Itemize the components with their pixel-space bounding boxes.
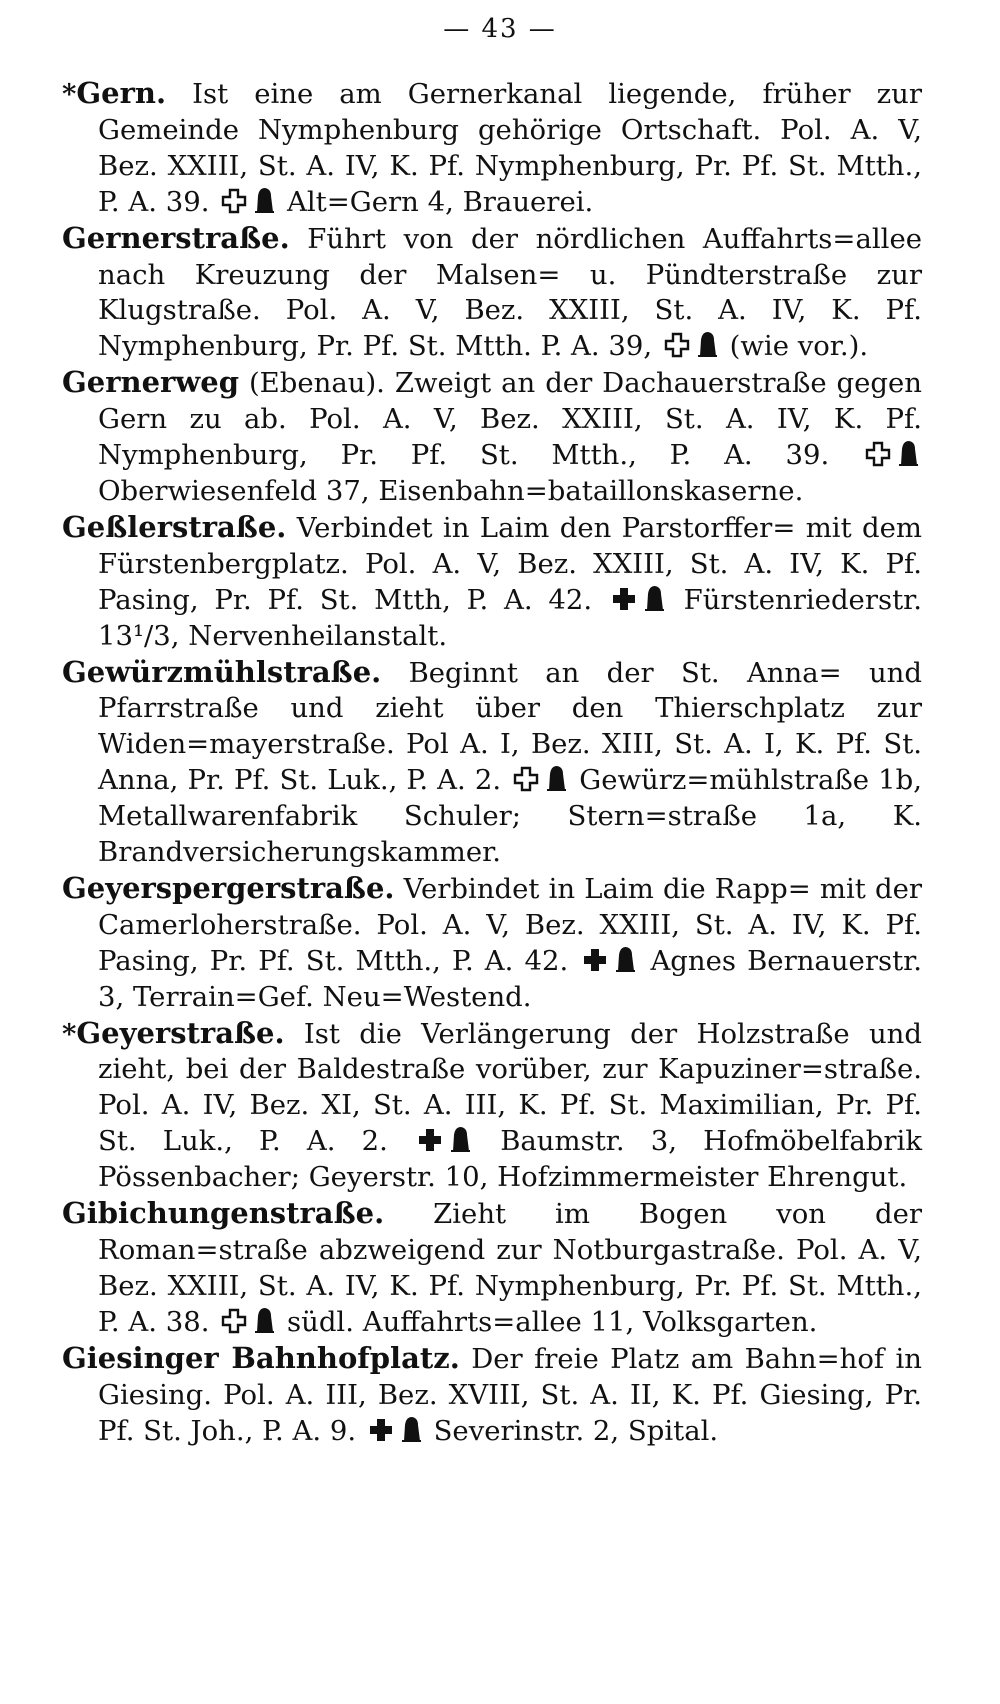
entry-location: südl. Auffahrts=allee 11, Volksgarten. (287, 1305, 818, 1338)
entry-gernerweg (62, 365, 922, 510)
filled-cross-icon (417, 1127, 443, 1153)
entry-heading: Gernerweg (62, 365, 240, 400)
entry-text: (Ebenau). Zweigt an der Dachauerstraße gegen Gern zu ab. Pol. A. V, Bez. XXIII, St. A. IV, K. Pf. Nymphenburg, Pr. Pf. St. Mtth., P. A. 39. (98, 367, 922, 472)
fire-helmet-icon (253, 1306, 275, 1334)
entry-heading: Geyerstraße. (76, 1015, 285, 1050)
entry-heading: Gern. (76, 76, 167, 110)
outlined-cross-icon (221, 1308, 247, 1334)
entry-text: Zieht im Bogen von der Roman=straße abzweigend zur Notburgastraße. Pol. A. V, Bez. XXIII, St. A. IV, K. Pf. Nymphenburg, Pr. Pf. St. Mtth., P. A. 38. (98, 1198, 922, 1338)
entry-location: Severinstr. 2, Spital. (433, 1414, 719, 1447)
entry-text: Verbindet in Laim den Parstorffer= mit dem Fürstenbergplatz. Pol. A. V, Bez. XXIII, St. A. IV, K. Pf. Pasing, Pr. Pf. St. Mtth, P. A. 42. (98, 511, 922, 616)
entry-location: Agnes Bernauerstr. 3, Terrain=Gef. Neu=Westend. (98, 944, 922, 1013)
entry-text: Führt von der nördlichen Auffahrts=allee nach Kreuzung der Malsen= u. Pündterstraße zur Klugstraße. Pol. A. V, Bez. XXIII, St. A. IV, K. Pf. Nymphenburg, Pr. Pf. St. Mtth. P. A. 39, (98, 222, 922, 363)
entry-gibichungenstrasse (62, 1196, 922, 1341)
entry-text: Ist eine am Gernerkanal liegende, früher zur Gemeinde Nymphenburg gehörige Ortschaft. Pol. A. V, Bez. XXIII, St. A. IV, K. Pf. Nymphenburg, Pr. Pf. St. Mtth., P. A. 39. (98, 78, 922, 218)
entry-gernerstrasse (62, 221, 922, 366)
fire-helmet-icon (400, 1415, 422, 1443)
entry-gewuerzmuehlstrasse (62, 655, 922, 871)
filled-cross-icon (368, 1417, 394, 1443)
entry-location: (wie vor.). (729, 330, 869, 363)
fire-helmet-icon (545, 764, 567, 792)
filled-cross-icon (582, 947, 608, 973)
outlined-cross-icon (664, 332, 690, 358)
fire-helmet-icon (696, 330, 718, 358)
fire-helmet-icon (614, 945, 636, 973)
street-directory (62, 76, 922, 1449)
entry-star: * (62, 78, 77, 110)
entry-location: Oberwiesenfeld 37, Eisenbahn=bataillonskaserne. (98, 474, 804, 507)
entry-geyerspergerstrasse (62, 871, 922, 1016)
entry-gern (62, 76, 922, 221)
entry-geyerstrasse (62, 1016, 922, 1197)
entry-text: Ist die Verlängerung der Holzstraße und zieht, bei der Baldestraße vorüber, zur Kapuziner=straße. Pol. A. IV, Bez. XI, St. A. III, K. Pf. St. Maximilian, Pr. Pf. St. Luk., P. A. 2. (98, 1017, 922, 1158)
entry-location: Gewürz=mühlstraße 1b, Metallwarenfabrik Schuler; Stern=straße 1a, K. Brandversicherungskammer. (98, 764, 923, 869)
entry-location: Alt=Gern 4, Brauerei. (287, 185, 594, 218)
entry-text: Beginnt an der St. Anna= und Pfarrstraße und zieht über den Thierschplatz zur Widen=mayerstraße. Pol A. I, Bez. XIII, St. A. I, K. Pf. St. Anna, Pr. Pf. St. Luk., P. A. 2. (98, 656, 922, 797)
entry-gesslerstrasse (62, 510, 922, 655)
entry-heading: Gernerstraße. (62, 220, 290, 255)
entry-heading: Geßlerstraße. (62, 509, 287, 544)
entry-heading: Gewürzmühlstraße. (62, 654, 382, 689)
fire-helmet-icon (449, 1125, 471, 1153)
entry-heading: Gibichungenstraße. (62, 1196, 385, 1231)
entry-text: Der freie Platz am Bahn=hof in Giesing. Pol. A. III, Bez. XVIII, St. A. II, K. Pf. Giesing, Pr. Pf. St. Joh., P. A. 9. (98, 1342, 922, 1447)
entry-text: Verbindet in Laim die Rapp= mit der Camerloherstraße. Pol. A. V, Bez. XXIII, St. A. IV, K. Pf. Pasing, Pr. Pf. St. Mtth., P. A. 42. (98, 872, 922, 977)
entry-location: Fürstenriederstr. 13¹/3, Nervenheilanstalt. (98, 583, 922, 652)
fire-helmet-icon (897, 439, 919, 467)
outlined-cross-icon (221, 188, 247, 214)
fire-helmet-icon (643, 584, 665, 612)
outlined-cross-icon (865, 441, 891, 467)
outlined-cross-icon (513, 766, 539, 792)
filled-cross-icon (611, 586, 637, 612)
page-number: — 43 — (443, 14, 557, 44)
fire-helmet-icon (253, 186, 275, 214)
entry-heading: Geyerspergerstraße. (62, 870, 395, 905)
entry-star: * (62, 1017, 77, 1050)
entry-giesinger-bahnhofplatz (62, 1341, 922, 1450)
entry-location: Baumstr. 3, Hofmöbelfabrik Pössenbacher; Geyerstr. 10, Hofzimmermeister Ehrengut. (98, 1125, 922, 1194)
entry-heading: Giesinger Bahnhofplatz. (62, 1340, 460, 1375)
